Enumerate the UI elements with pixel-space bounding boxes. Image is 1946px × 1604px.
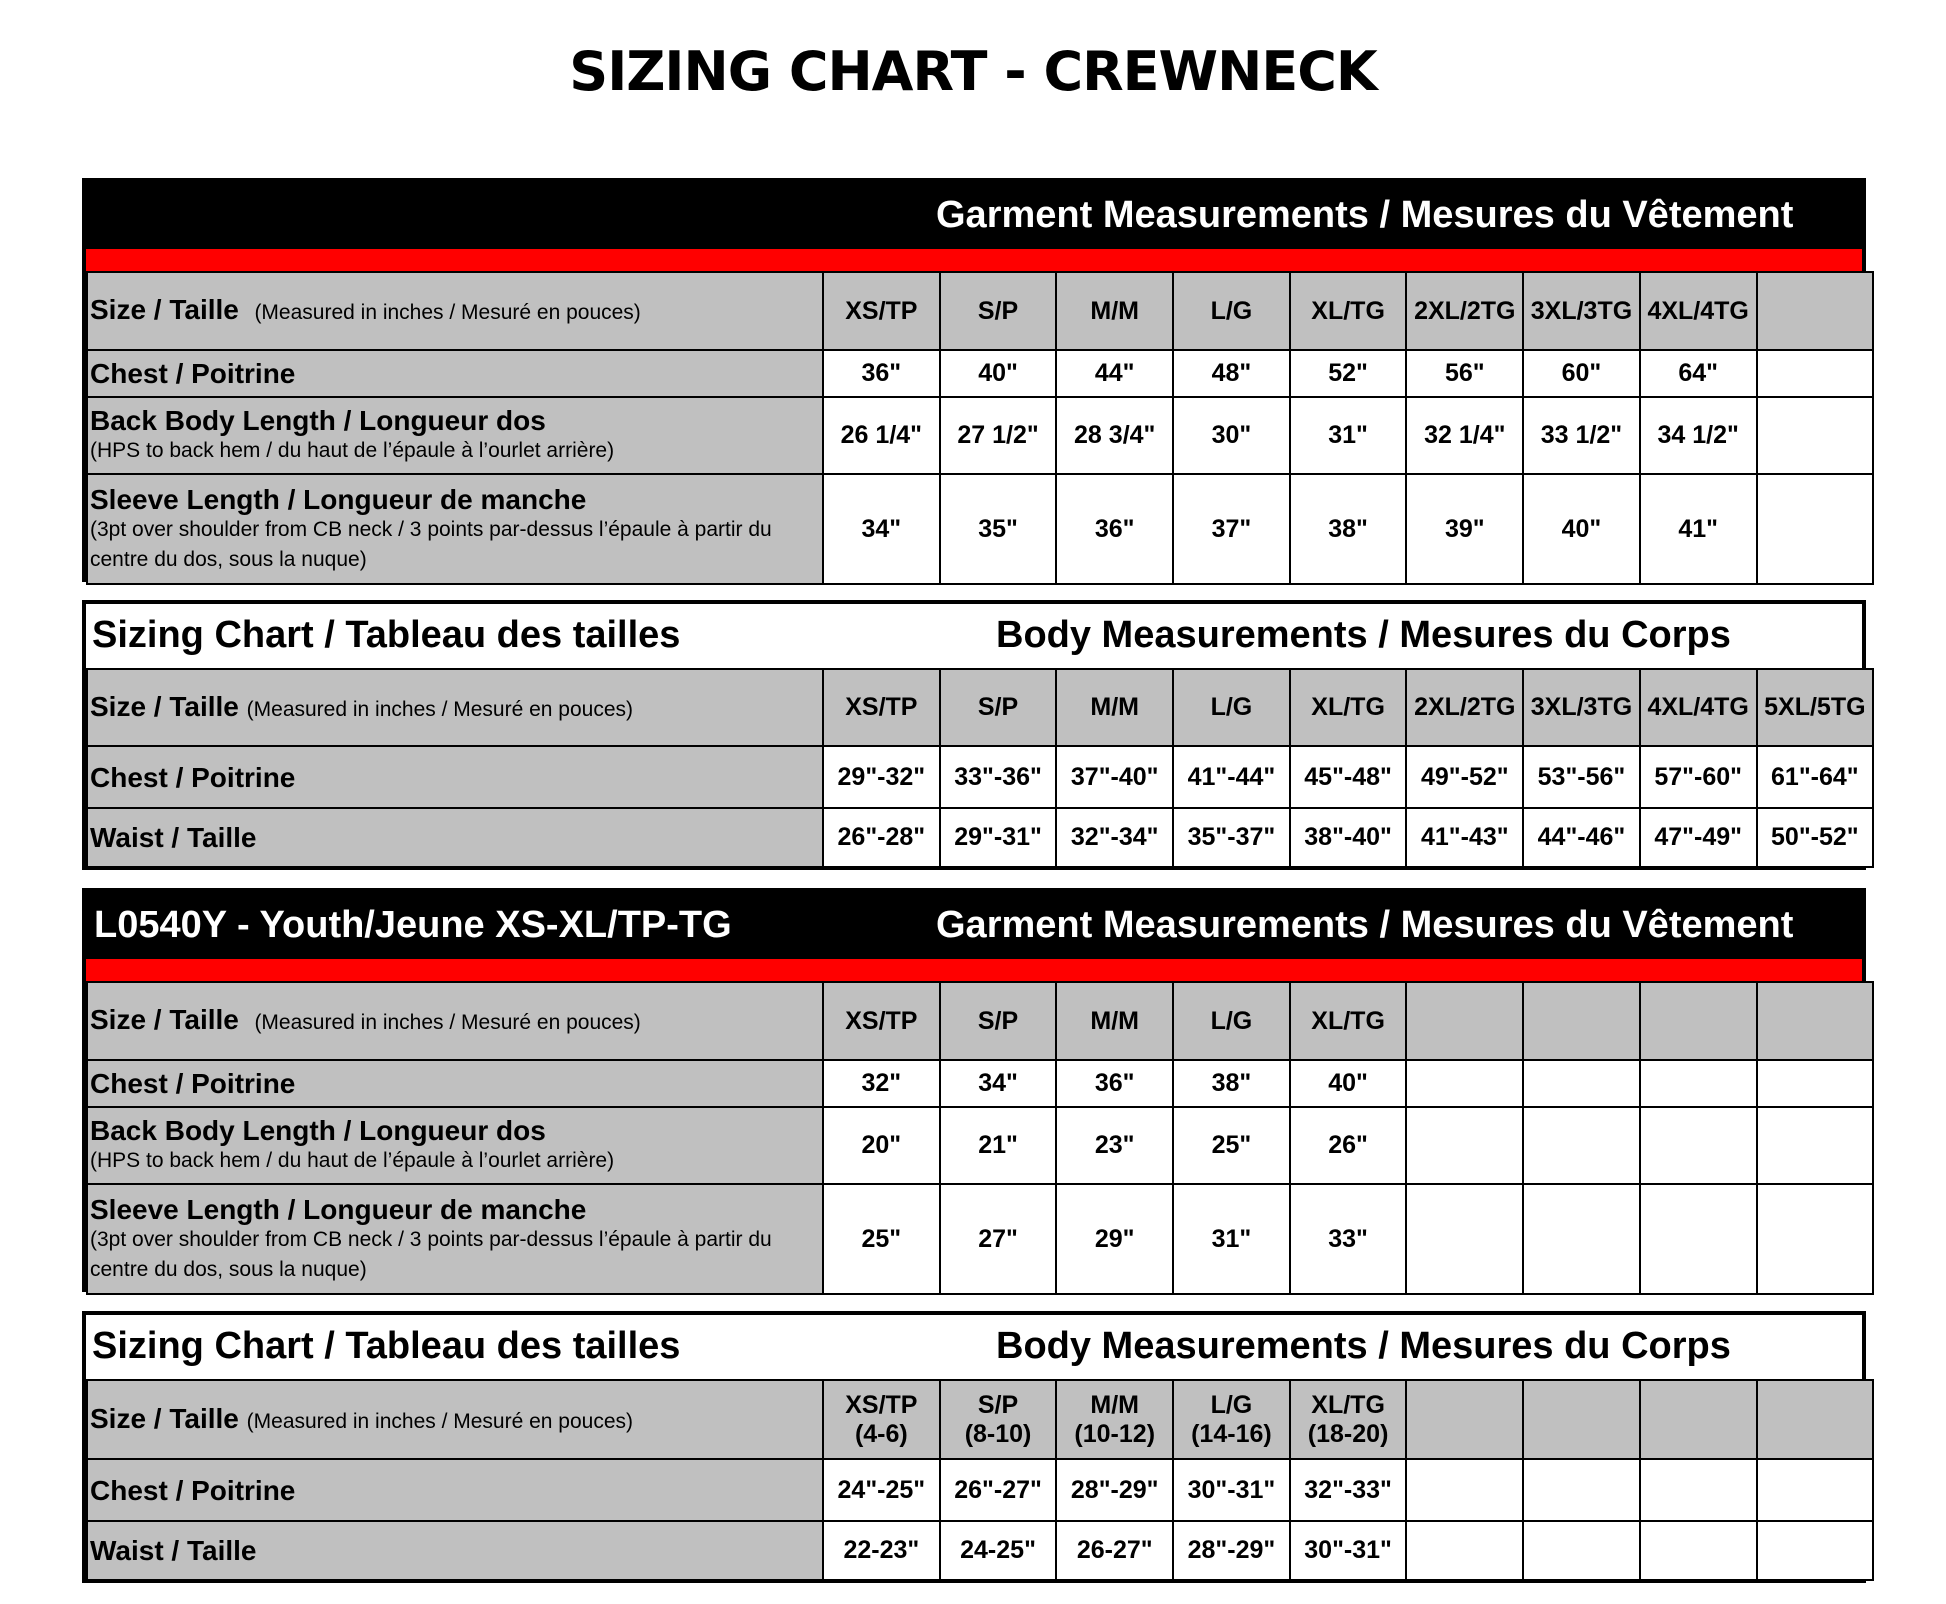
value-cell: 61"-64" xyxy=(1757,746,1874,808)
table-row xyxy=(87,1521,1873,1580)
size-label-cell: Size / Taille (Measured in inches / Mesuré en pouces) xyxy=(87,272,823,350)
value-cell: 28 3/4" xyxy=(1056,397,1173,474)
value-cell: 32"-34" xyxy=(1056,808,1173,867)
size-header: XL/TG (18-20) xyxy=(1290,1380,1407,1459)
row-label: Waist / Taille xyxy=(87,808,823,867)
value-cell: 25" xyxy=(823,1184,940,1294)
youth-garment-table xyxy=(82,888,1866,1292)
youth-body-header xyxy=(86,1315,1862,1379)
value-cell xyxy=(1406,1459,1523,1521)
value-cell: 41" xyxy=(1640,474,1757,584)
value-cell: 26" xyxy=(1290,1107,1407,1184)
value-cell: 33" xyxy=(1290,1184,1407,1294)
value-cell xyxy=(1406,1184,1523,1294)
red-accent-bar xyxy=(86,249,1862,271)
value-cell: 35" xyxy=(940,474,1057,584)
adult-garment-table xyxy=(82,178,1866,582)
size-header: 3XL/3TG xyxy=(1523,669,1640,746)
value-cell: 24"-25" xyxy=(823,1459,940,1521)
youth-garment-grid xyxy=(86,981,1874,1295)
value-cell: 40" xyxy=(1290,1060,1407,1107)
value-cell xyxy=(1640,1107,1757,1184)
value-cell: 32" xyxy=(823,1060,940,1107)
value-cell xyxy=(1406,1521,1523,1580)
youth-body-table xyxy=(82,1311,1866,1583)
value-cell: 32 1/4" xyxy=(1406,397,1523,474)
page-title: SIZING CHART - CREWNECK xyxy=(569,40,1377,103)
value-cell: 30"-31" xyxy=(1173,1459,1290,1521)
value-cell: 35"-37" xyxy=(1173,808,1290,867)
value-cell: 38" xyxy=(1290,474,1407,584)
size-header: XL/TG xyxy=(1290,982,1407,1060)
value-cell xyxy=(1523,1107,1640,1184)
size-header xyxy=(1523,982,1640,1060)
value-cell: 38" xyxy=(1173,1060,1290,1107)
table-row xyxy=(87,272,1873,350)
value-cell: 45"-48" xyxy=(1290,746,1407,808)
table-row xyxy=(87,982,1873,1060)
row-label: Back Body Length / Longueur dos (HPS to back hem / du haut de l’épaule à l’ourlet arrière) xyxy=(87,1107,823,1184)
value-cell xyxy=(1757,397,1874,474)
size-header: M/M xyxy=(1056,669,1173,746)
value-cell: 38"-40" xyxy=(1290,808,1407,867)
youth-body-header-right: Body Measurements / Mesures du Corps xyxy=(996,1325,1731,1367)
size-header: M/M (10-12) xyxy=(1056,1380,1173,1459)
red-accent-bar xyxy=(86,959,1862,981)
value-cell: 53"-56" xyxy=(1523,746,1640,808)
adult-body-grid xyxy=(86,668,1874,868)
value-cell: 29"-32" xyxy=(823,746,940,808)
adult-garment-grid xyxy=(86,271,1874,585)
size-header: L/G xyxy=(1173,669,1290,746)
size-header: S/P xyxy=(940,669,1057,746)
value-cell xyxy=(1523,1060,1640,1107)
table-row xyxy=(87,808,1873,867)
size-header: 2XL/2TG xyxy=(1406,272,1523,350)
size-header: XS/TP xyxy=(823,272,940,350)
size-header: L/G xyxy=(1173,272,1290,350)
size-header: 4XL/4TG xyxy=(1640,669,1757,746)
value-cell: 36" xyxy=(1056,474,1173,584)
table-row xyxy=(87,1107,1873,1184)
value-cell: 40" xyxy=(940,350,1057,397)
size-header: M/M xyxy=(1056,982,1173,1060)
value-cell xyxy=(1406,1060,1523,1107)
value-cell: 49"-52" xyxy=(1406,746,1523,808)
value-cell: 37" xyxy=(1173,474,1290,584)
adult-garment-header xyxy=(86,182,1862,249)
size-header: 3XL/3TG xyxy=(1523,272,1640,350)
table-row xyxy=(87,1380,1873,1459)
value-cell: 26-27" xyxy=(1056,1521,1173,1580)
row-label: Chest / Poitrine xyxy=(87,350,823,397)
value-cell: 27 1/2" xyxy=(940,397,1057,474)
size-header: XS/TP xyxy=(823,669,940,746)
adult-body-header-left: Sizing Chart / Tableau des tailles xyxy=(92,614,681,656)
value-cell: 39" xyxy=(1406,474,1523,584)
size-header xyxy=(1640,1380,1757,1459)
row-label: Chest / Poitrine xyxy=(87,1060,823,1107)
size-header: M/M xyxy=(1056,272,1173,350)
size-header: 2XL/2TG xyxy=(1406,669,1523,746)
size-header: XL/TG xyxy=(1290,669,1407,746)
value-cell: 47"-49" xyxy=(1640,808,1757,867)
value-cell: 26"-27" xyxy=(940,1459,1057,1521)
row-label: Sleeve Length / Longueur de manche (3pt over shoulder from CB neck / 3 points par-dessus l’épaule à partir du centre du dos, sous la nuque) xyxy=(87,1184,823,1294)
value-cell: 40" xyxy=(1523,474,1640,584)
value-cell: 57"-60" xyxy=(1640,746,1757,808)
value-cell: 34 1/2" xyxy=(1640,397,1757,474)
value-cell: 41"-44" xyxy=(1173,746,1290,808)
value-cell: 64" xyxy=(1640,350,1757,397)
value-cell: 24-25" xyxy=(940,1521,1057,1580)
row-label: Sleeve Length / Longueur de manche (3pt over shoulder from CB neck / 3 points par-dessus l’épaule à partir du centre du dos, sous la nuque) xyxy=(87,474,823,584)
value-cell xyxy=(1523,1459,1640,1521)
value-cell xyxy=(1523,1521,1640,1580)
value-cell: 22-23" xyxy=(823,1521,940,1580)
youth-body-grid xyxy=(86,1379,1874,1581)
value-cell: 34" xyxy=(823,474,940,584)
value-cell xyxy=(1640,1060,1757,1107)
value-cell: 41"-43" xyxy=(1406,808,1523,867)
value-cell: 27" xyxy=(940,1184,1057,1294)
value-cell xyxy=(1406,1107,1523,1184)
value-cell: 36" xyxy=(1056,1060,1173,1107)
size-header xyxy=(1757,1380,1874,1459)
size-header xyxy=(1406,1380,1523,1459)
size-header: XL/TG xyxy=(1290,272,1407,350)
size-header: S/P xyxy=(940,982,1057,1060)
size-header: XS/TP xyxy=(823,982,940,1060)
size-header: L/G (14-16) xyxy=(1173,1380,1290,1459)
value-cell xyxy=(1757,1521,1874,1580)
size-header: L/G xyxy=(1173,982,1290,1060)
value-cell xyxy=(1640,1184,1757,1294)
size-header: XS/TP (4-6) xyxy=(823,1380,940,1459)
value-cell: 44"-46" xyxy=(1523,808,1640,867)
size-header: S/P (8-10) xyxy=(940,1380,1057,1459)
value-cell xyxy=(1757,1459,1874,1521)
value-cell xyxy=(1757,350,1874,397)
value-cell: 33"-36" xyxy=(940,746,1057,808)
table-row xyxy=(87,1184,1873,1294)
value-cell: 52" xyxy=(1290,350,1407,397)
adult-garment-header-title: Garment Measurements / Mesures du Vêtement xyxy=(936,194,1794,236)
row-label: Chest / Poitrine xyxy=(87,1459,823,1521)
row-label: Waist / Taille xyxy=(87,1521,823,1580)
value-cell: 50"-52" xyxy=(1757,808,1874,867)
value-cell: 29"-31" xyxy=(940,808,1057,867)
size-header: 4XL/4TG xyxy=(1640,272,1757,350)
size-header xyxy=(1757,272,1874,350)
value-cell xyxy=(1640,1459,1757,1521)
row-label: Chest / Poitrine xyxy=(87,746,823,808)
value-cell: 34" xyxy=(940,1060,1057,1107)
value-cell: 36" xyxy=(823,350,940,397)
value-cell xyxy=(1523,1184,1640,1294)
value-cell xyxy=(1757,1107,1874,1184)
size-header xyxy=(1640,982,1757,1060)
value-cell xyxy=(1640,1521,1757,1580)
size-label-cell: Size / Taille (Measured in inches / Mesuré en pouces) xyxy=(87,982,823,1060)
youth-garment-header xyxy=(86,892,1862,959)
size-label-cell: Size / Taille (Measured in inches / Mesuré en pouces) xyxy=(87,1380,823,1459)
size-header: 5XL/5TG xyxy=(1757,669,1874,746)
size-label-cell: Size / Taille (Measured in inches / Mesuré en pouces) xyxy=(87,669,823,746)
size-header xyxy=(1406,982,1523,1060)
value-cell: 30" xyxy=(1173,397,1290,474)
value-cell: 26 1/4" xyxy=(823,397,940,474)
table-row xyxy=(87,350,1873,397)
adult-body-table xyxy=(82,600,1866,870)
size-header: S/P xyxy=(940,272,1057,350)
value-cell: 31" xyxy=(1173,1184,1290,1294)
value-cell: 28"-29" xyxy=(1173,1521,1290,1580)
value-cell: 33 1/2" xyxy=(1523,397,1640,474)
value-cell xyxy=(1757,1060,1874,1107)
value-cell: 30"-31" xyxy=(1290,1521,1407,1580)
table-row xyxy=(87,1060,1873,1107)
size-header xyxy=(1523,1380,1640,1459)
table-row xyxy=(87,669,1873,746)
value-cell: 37"-40" xyxy=(1056,746,1173,808)
value-cell: 26"-28" xyxy=(823,808,940,867)
value-cell: 60" xyxy=(1523,350,1640,397)
row-label: Back Body Length / Longueur dos (HPS to back hem / du haut de l’épaule à l’ourlet arrière) xyxy=(87,397,823,474)
youth-body-header-left: Sizing Chart / Tableau des tailles xyxy=(92,1325,681,1367)
adult-body-header xyxy=(86,604,1862,668)
value-cell: 29" xyxy=(1056,1184,1173,1294)
table-row xyxy=(87,474,1873,584)
table-row xyxy=(87,1459,1873,1521)
value-cell: 48" xyxy=(1173,350,1290,397)
value-cell: 21" xyxy=(940,1107,1057,1184)
value-cell xyxy=(1757,1184,1874,1294)
size-header xyxy=(1757,982,1874,1060)
value-cell: 56" xyxy=(1406,350,1523,397)
value-cell: 31" xyxy=(1290,397,1407,474)
value-cell: 25" xyxy=(1173,1107,1290,1184)
value-cell: 28"-29" xyxy=(1056,1459,1173,1521)
value-cell: 23" xyxy=(1056,1107,1173,1184)
value-cell: 32"-33" xyxy=(1290,1459,1407,1521)
table-row xyxy=(87,397,1873,474)
value-cell: 44" xyxy=(1056,350,1173,397)
table-row xyxy=(87,746,1873,808)
adult-body-header-right: Body Measurements / Mesures du Corps xyxy=(996,614,1731,656)
youth-garment-header-left: L0540Y - Youth/Jeune XS-XL/TP-TG xyxy=(94,904,732,946)
youth-garment-header-right: Garment Measurements / Mesures du Vêtement xyxy=(936,904,1794,946)
value-cell xyxy=(1757,474,1874,584)
value-cell: 20" xyxy=(823,1107,940,1184)
